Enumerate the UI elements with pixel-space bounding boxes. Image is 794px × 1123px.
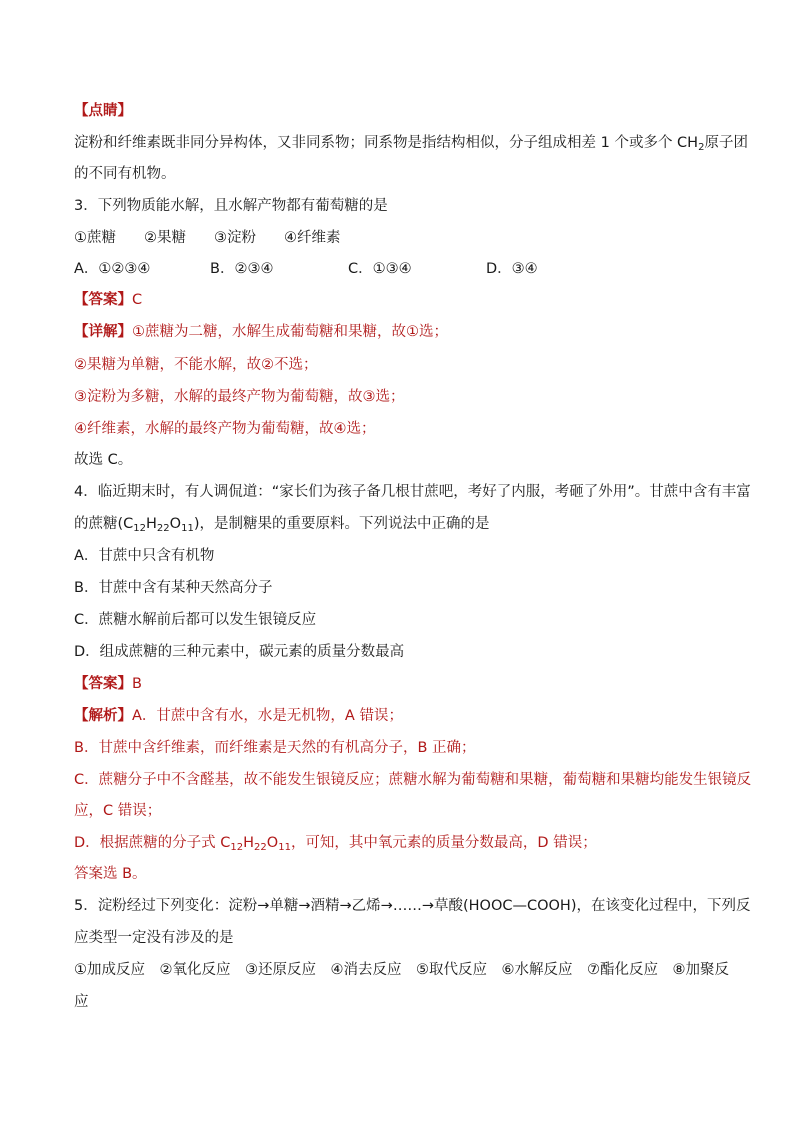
q3-detail-1: 【详解】①蔗糖为二糖，水解生成葡萄糖和果糖，故①选；: [74, 324, 448, 340]
dianjing-line-1: 淀粉和纤维素既非同分异构体，又非同系物；同系物是指结构相似，分子组成相差 1 个或多个 $CH_2$原子团: [74, 135, 748, 153]
q4-analysis-c2: 应，C 错误；: [74, 803, 162, 819]
q5-stem-2: 应类型一定没有涉及的是: [74, 930, 234, 946]
q4-analysis-d: D．根据蔗糖的分子式 $C_{12}H_{22}O_{11}$，可知，其中氧元素的质量分数最高，D 错误；: [74, 835, 597, 853]
q3-items: ①蔗糖 ②果糖 ③淀粉 ④纤维素: [74, 230, 341, 246]
q4-analysis-b: B．甘蔗中含纤维素，而纤维素是天然的有机高分子，B 正确；: [74, 740, 476, 756]
q5-stem-1: 5．淀粉经过下列变化：淀粉→单糖→酒精→乙烯→……→草酸(HOOC—COOH)，在该变化过程中，下列反: [74, 898, 751, 914]
q4-answer: 【答案】B: [74, 676, 142, 692]
q3-detail-3: ③淀粉为多糖，水解的最终产物为葡萄糖，故③选；: [74, 389, 405, 405]
q4-option-c: C．蔗糖水解前后都可以发生银镜反应: [74, 612, 317, 628]
q4-stem-1: 4．临近期末时，有人调侃道：“家长们为孩子备几根甘蔗吧，考好了内服，考砸了外用”。甘蔗中含有丰富: [74, 484, 751, 500]
q4-conclusion: 答案选 B。: [74, 866, 147, 882]
q4-analysis-a: 【解析】A．甘蔗中含有水，水是无机物，A 错误；: [74, 708, 403, 724]
q3-stem: 3．下列物质能水解，且水解产物都有葡萄糖的是: [74, 198, 388, 214]
q3-detail-2: ②果糖为单糖，不能水解，故②不选；: [74, 357, 318, 373]
q4-option-b: B．甘蔗中含有某种天然高分子: [74, 580, 273, 596]
q5-items-2: 应: [74, 994, 89, 1010]
dianjing-line-2: 的不同有机物。: [74, 166, 176, 182]
q3-options: A．①②③④ B．②③④ C．①③④ D．③④: [74, 261, 538, 277]
q4-stem-2: 的蔗糖$(C_{12}H_{22}O_{11})$，是制糖果的重要原料。下列说法中正确的是: [74, 516, 490, 534]
q3-conclusion: 故选 C。: [74, 452, 133, 468]
q5-items: ①加成反应 ②氧化反应 ③还原反应 ④消去反应 ⑤取代反应 ⑥水解反应 ⑦酯化反应 ⑧加聚反: [74, 962, 729, 978]
dianjing-label: 【点睛】: [74, 103, 132, 119]
q4-option-a: A．甘蔗中只含有机物: [74, 548, 215, 564]
q4-option-d: D．组成蔗糖的三种元素中，碳元素的质量分数最高: [74, 644, 405, 660]
q4-analysis-c1: C．蔗糖分子中不含醛基，故不能发生银镜反应；蔗糖水解为葡萄糖和果糖，葡萄糖和果糖均能发生银镜反: [74, 772, 752, 788]
q3-answer: 【答案】C: [74, 292, 143, 308]
q3-detail-4: ④纤维素，水解的最终产物为葡萄糖，故④选；: [74, 421, 376, 437]
